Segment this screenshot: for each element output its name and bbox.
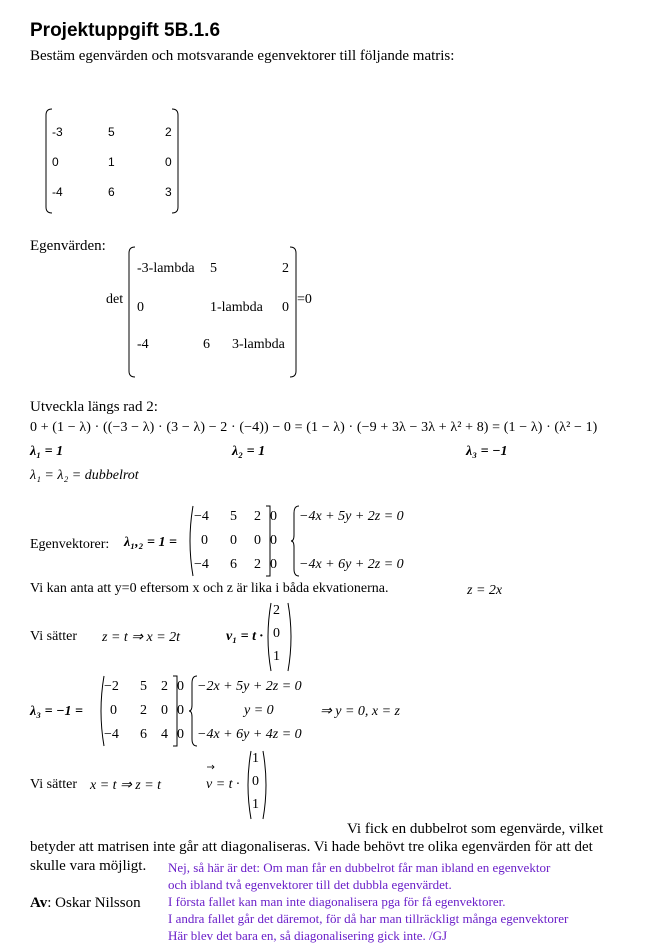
comment-line: I andra fallet går det däremot, för då har man tillräckligt många egenvektorer [168,911,569,926]
matrix-a-cell: 0 [165,155,172,169]
author-prefix: Av [30,895,48,911]
comment-line: och ibland två egenvektorer till det dubbla egenvärdet. [168,877,452,892]
lambda-2: λ₂ = 1 [232,444,266,459]
v-component: 0 [252,774,259,789]
aug1-cell: 0 [270,533,277,548]
expansion-equation: 0 + (1 − λ) · ((−3 − λ) · (3 − λ) − 2 · (−4)) − 0 = (1 − λ) · (−9 + 3λ − 3λ + λ² + 8) = (1 − λ) · (λ² − 1) [30,420,598,435]
det-cell: 6 [203,337,210,352]
v1-component: 2 [273,603,280,618]
matrix-a-cell: 0 [52,155,59,169]
aug1-cell: 0 [230,533,237,548]
vi-satter-2: Vi sätter [30,777,77,792]
aug2-cell: 0 [177,703,184,718]
double-root: λ₁ = λ₂ = dubbelrot [30,468,139,483]
aug2-cell: 6 [140,727,147,742]
aug2-cell: 5 [140,679,147,694]
comment-line: Här blev det bara en, så diagonalisering gick inte. /GJ [168,928,448,943]
eigenvectors-label: Egenvektorer: [30,537,110,552]
aug1-cell: 0 [201,533,208,548]
matrix-a-cell: 1 [108,155,115,169]
det-cell: -3-lambda [137,261,195,276]
aug1-cell: 5 [230,509,237,524]
system-2-eq: −2x + 5y + 2z = 0 [197,679,302,694]
substitution-2: x = t ⇒ z = t [90,778,162,793]
aug1-cell: 2 [254,509,261,524]
eigenvalues-label: Egenvärden: [30,238,106,254]
matrix-a-cell: 5 [108,125,115,139]
v-label: v = t · [206,777,240,792]
aug2-cell: 0 [161,703,168,718]
matrix-a-cell: -4 [52,185,63,199]
v-component: 1 [252,797,259,812]
aug2-cell: 2 [161,679,168,694]
aug2-cell: 2 [140,703,147,718]
right-paren-icon [262,750,270,820]
lambda3-lhs: λ₃ = −1 = [30,704,84,719]
vi-satter-1: Vi sätter [30,629,77,644]
aug2-cell: −2 [104,679,119,694]
page-title: Projektuppgift 5B.1.6 [30,20,221,41]
z-equation: z = 2x [467,583,503,598]
left-paren-icon [244,750,252,820]
aug2-cell: 0 [177,679,184,694]
right-paren-icon [287,602,295,672]
left-bracket-icon [127,246,137,378]
aug1-cell: −4 [194,509,209,524]
v-component: 1 [252,751,259,766]
det-cell: -4 [137,337,149,352]
matrix-a-cell: 3 [165,185,172,199]
v1-component: 0 [273,626,280,641]
det-cell: 5 [210,261,217,276]
author [30,895,141,912]
expand-label: Utveckla längs rad 2: [30,399,158,415]
system-2-eq: y = 0 [244,703,274,718]
aug1-cell: 0 [270,509,277,524]
system-2-eq: −4x + 6y + 4z = 0 [197,727,302,742]
aug2-cell: 0 [110,703,117,718]
left-paren-icon [264,602,272,672]
intro-text: Bestäm egenvärden och motsvarande egenvektorer till följande matris: [30,48,455,64]
implication-2: ⇒ y = 0, x = z [320,704,401,719]
eigvec-lhs: λ₁,₂ = 1 = [124,535,177,550]
lambda-3: λ₃ = −1 [466,444,508,459]
det-cell: 1-lambda [210,300,263,315]
v1-component: 1 [273,649,280,664]
matrix-a-cell: 6 [108,185,115,199]
author-name: : Oskar Nilsson [47,895,141,911]
aug1-cell: 0 [254,533,261,548]
aug2-cell: 0 [177,727,184,742]
substitution-1: z = t ⇒ x = 2t [102,630,181,645]
v1-label: v₁ = t · [226,629,263,644]
det-equals-zero: =0 [297,292,312,307]
aug2-cell: −4 [104,727,119,742]
left-paren-icon [186,505,194,577]
conclusion-line-3: skulle vara möjligt. [30,858,147,874]
comment-line: Nej, så här är det: Om man får en dubbelrot får man ibland en egenvektor [168,860,551,875]
system-1-eq: −4x + 5y + 2z = 0 [299,509,404,524]
system-1-eq: −4x + 6y + 2z = 0 [299,557,404,572]
conclusion-line-1: Vi fick en dubbelrot som egenvärde, vilket [347,821,604,837]
conclusion-line-2: betyder att matrisen inte går att diagonaliseras. Vi hade behövt tre olika egenvärden för att det [30,839,593,855]
right-bracket-icon [288,246,298,378]
aug1-cell: −4 [194,557,209,572]
det-cell: 2 [282,261,289,276]
matrix-a-cell: 2 [165,125,172,139]
det-cell: 0 [282,300,289,315]
aug1-cell: 6 [230,557,237,572]
aug1-cell: 0 [270,557,277,572]
det-cell: 3-lambda [232,337,285,352]
det-label: det [106,292,124,307]
comment-line: I första fallet kan man inte diagonalisera pga för få egenvektorer. [168,894,506,909]
aug2-cell: 4 [161,727,168,742]
aug1-cell: 2 [254,557,261,572]
lambda-1: λ₁ = 1 [30,444,64,459]
assumption-text: Vi kan anta att y=0 eftersom x och z är lika i båda ekvationerna. [30,581,389,596]
matrix-a-cell: -3 [52,125,63,139]
det-cell: 0 [137,300,144,315]
vector-arrow-icon [206,764,216,770]
